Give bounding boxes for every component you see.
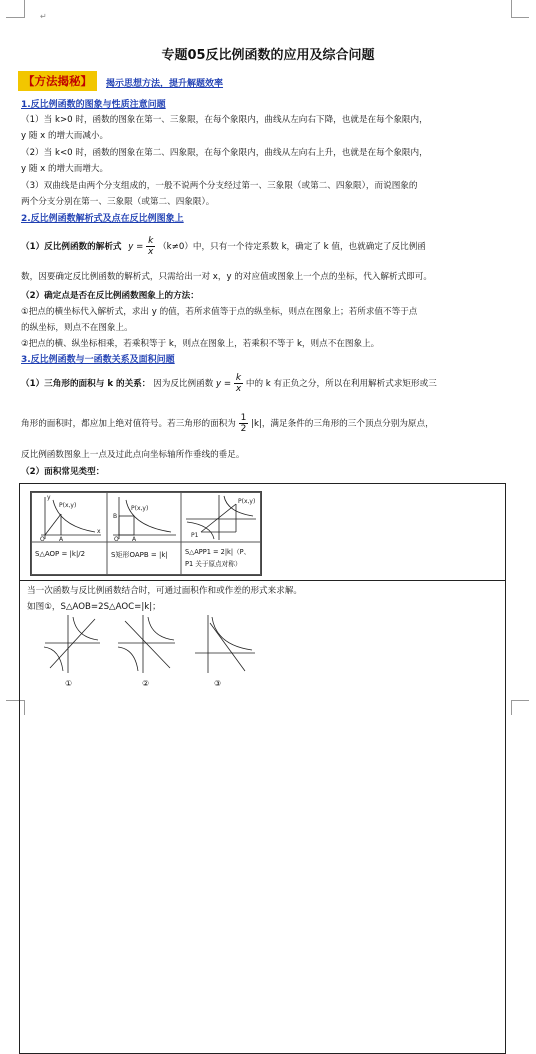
point-label: P(x,y) — [238, 498, 256, 505]
point-p1-label: P1 — [191, 532, 199, 539]
cell-1-formula: S△AOP = |k|/2 — [35, 550, 86, 558]
y-axis-label: y — [47, 494, 51, 501]
section-2-heading: 2.反比例函数解析式及点在反比例图象上 — [21, 214, 184, 224]
formula-y: y = — [128, 242, 144, 252]
sec2-formula-line — [21, 236, 426, 257]
origin-label: O — [40, 536, 45, 543]
section-3-heading: 3.反比例函数与一函数关系及面积问题 — [21, 355, 175, 365]
point-a-label: A — [132, 536, 137, 543]
sec1-line: （2）当 k<0 时，函数的图象在第二、四象限，在每个象限内，曲线从左向右上升，也就是在每个象限内， — [21, 148, 428, 158]
sec2-formula-label: （1）反比例函数的解析式 — [21, 242, 122, 252]
combined-figures — [40, 613, 260, 678]
x-axis-label: x — [97, 528, 101, 535]
cell-3-formula-note: P1 关于原点对称） — [185, 560, 242, 568]
lower-line: 如图①，S△AOB=2S△AOC=|k|； — [27, 602, 161, 612]
cell-3-formula: S△APP1 = 2|k|（P、 — [185, 548, 251, 556]
sec3-formula-rest: 中的 k 有正负之分，所以在利用解析式求矩形或三 — [245, 379, 437, 389]
sec3-types-label: （2）面积常见类型： — [21, 467, 105, 477]
point-a-label: A — [59, 536, 64, 543]
fraction-k-over-x: $\frac{k}{x}$ — [235, 373, 242, 394]
sec2-line: 数，因要确定反比例函数的解析式，只需给出一对 x，y 的对应值或图象上一个点的坐标，代入解析式即可。 — [21, 272, 432, 282]
sec1-line: y 随 x 的增大而减小。 — [21, 131, 109, 141]
fraction-k-over-x: $\frac{k}{x}$ — [148, 236, 154, 257]
sec2-line: 的纵坐标，则点不在图象上。 — [21, 323, 133, 333]
sec1-line: （3）双曲线是由两个分支组成的，一般不说两个分支经过第一、三象限（或第二、四象限），而说图象的 — [21, 181, 418, 191]
sec2-formula-rest: （k≠0）中，只有一个待定系数 k，确定了 k 值，也就确定了反比例函 — [158, 242, 426, 252]
point-label: P(x,y) — [59, 502, 77, 509]
section-1-heading: 1.反比例函数的图象与性质注意问题 — [21, 100, 166, 110]
sec3-area-label: （1）三角形的面积与 k 的关系： — [21, 379, 151, 389]
page-title: 专题05反比例函数的应用及综合问题 — [161, 48, 375, 63]
cell-2-formula: S矩形OAPB = |k| — [111, 551, 168, 559]
sec3-line: 反比例函数图象上一点及过此点向坐标轴所作垂线的垂足。 — [21, 450, 245, 460]
box-divider — [19, 580, 506, 581]
sec1-line: y 随 x 的增大而增大。 — [21, 164, 109, 174]
formula-y: y = — [216, 379, 232, 389]
area-types-table — [30, 491, 262, 576]
sec2-line: ①把点的横坐标代入解析式，求出 y 的值，若所求值等于点的纵坐标，则点在图象上；若所求值不等于点 — [21, 307, 418, 317]
sec3-text: 因为反比例函数 — [153, 379, 214, 389]
sec1-line: 两个分支分别在第一、三象限（或第二、四象限）。 — [21, 197, 215, 207]
point-label: P(x,y) — [131, 505, 149, 512]
figure-3-label: ③ — [214, 679, 222, 688]
origin-label: O — [114, 536, 119, 543]
sec3-formula-line — [21, 373, 437, 394]
sec1-line: （1）当 k>0 时，函数的图象在第一、三象限，在每个象限内，曲线从左向右下降，也就是在每个象限内， — [21, 115, 428, 125]
sec3-line: 角形的面积时，都应加上绝对值符号。若三角形的面积为 $\frac{1}{2}$ |k|，满足条件的三角形的三个顶点分别为原点， — [21, 413, 434, 434]
point-b-label: B — [113, 513, 118, 520]
sec2-method-label: （2）确定点是否在反比例函数图象上的方法： — [21, 291, 199, 301]
method-banner-link[interactable]: 揭示思想方法，提升解题效率 — [106, 79, 224, 89]
figure-1-label: ① — [65, 679, 73, 688]
fraction-one-half: $\frac{1}{2}$ — [240, 413, 247, 434]
figure-2-label: ② — [142, 679, 150, 688]
method-banner: 【方法揭秘】 — [18, 71, 97, 91]
lower-line: 当一次函数与反比例函数结合时，可通过面积作和或作差的形式来求解。 — [27, 586, 303, 596]
paragraph-mark: ↵ — [40, 12, 47, 21]
sec2-line: ②把点的横、纵坐标相乘，若乘积等于 k，则点在图象上，若乘积不等于 k，则点不在图象上。 — [21, 339, 380, 349]
